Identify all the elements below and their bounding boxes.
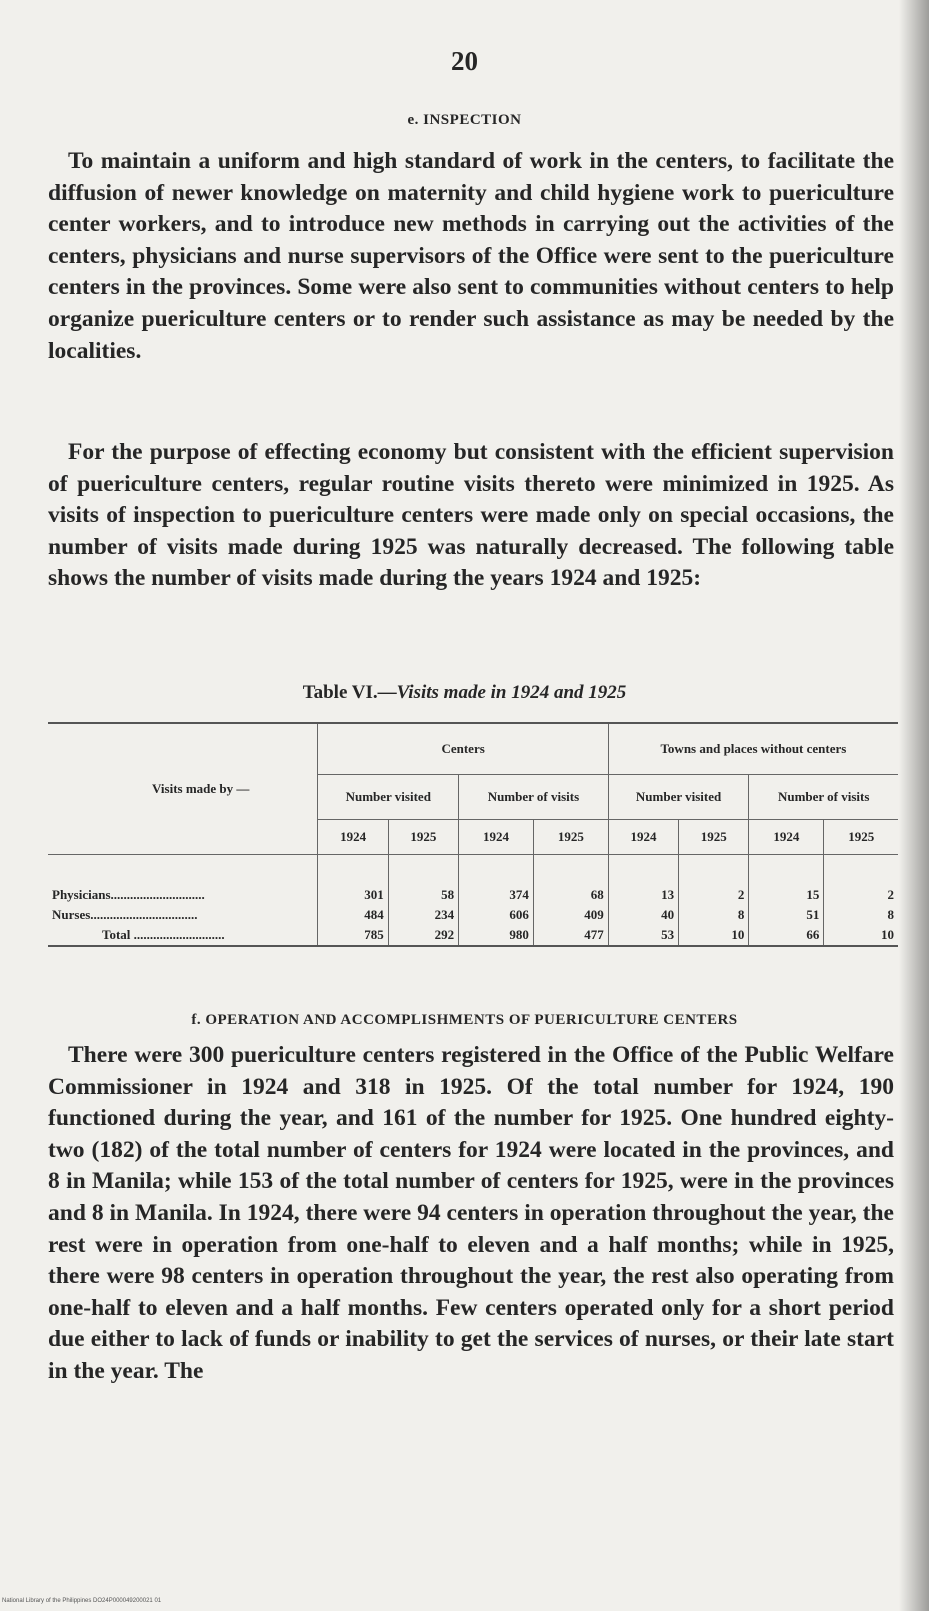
visits-table [48, 722, 898, 947]
row-label: Nurses................................. [52, 907, 198, 922]
paragraph-inspection-2: For the purpose of effecting economy but consistent with the efficient supervision of puericulture centers, regular routine visits thereto were minimized in 1925. As visits of inspection to puericulture centers were made only on special occasions, the number of visits made during 1925 was naturally decreased. The following table shows the number of visits made during the years 1924 and 1925: [48, 439, 894, 592]
table-cell: 40 [608, 905, 678, 925]
page-edge-shadow [899, 0, 929, 1611]
table-cell: 10 [679, 925, 749, 946]
table-cell: 785 [318, 925, 388, 946]
page-number: 20 [451, 46, 478, 76]
table-cell: 51 [749, 905, 824, 925]
table-cell: 10 [824, 925, 898, 946]
table-cell: 980 [459, 925, 534, 946]
table-title [0, 682, 929, 704]
paragraph-operation: There were 300 puericulture centers registered in the Office of the Public Welfare Commissioner in 1924 and 318 in 1925. Of the total number for 1924, 190 functioned during the year, and 161 of the number for 1925. One hundred eighty-two (182) of the total number of centers for 1924 were located in the provinces, and 8 in Manila; while 153 of the total number of centers for 1925, were in the provinces and 8 in Manila. In 1924, there were 94 centers in operation throughout the year, the rest were in operation from one-half to eleven and a half months; while in 1925, there were 98 centers in operation throughout the year, the rest also operating from one-half to eleven and a half months. Few centers operated only for a short period due either to lack of funds or inability to get the services of nurses, or their late start in the year. The [48, 1042, 894, 1384]
row-header: Visits made by — [48, 723, 318, 855]
table-cell: 13 [608, 885, 678, 905]
table-cell: 15 [749, 885, 824, 905]
table-cell: 66 [749, 925, 824, 946]
table-row-physicians [48, 885, 898, 905]
table-cell: 477 [533, 925, 608, 946]
year-header: 1924 [749, 820, 824, 855]
table-cell: 292 [388, 925, 458, 946]
year-header: 1925 [679, 820, 749, 855]
year-header: 1924 [318, 820, 388, 855]
year-header: 1925 [824, 820, 898, 855]
section-heading-inspection: e. INSPECTION [407, 112, 522, 128]
table-cell: 68 [533, 885, 608, 905]
row-label: Total ............................ [102, 927, 225, 942]
table-cell: 58 [388, 885, 458, 905]
table-cell: 8 [679, 905, 749, 925]
table-cell: 484 [318, 905, 388, 925]
table-title-prefix: Table VI.— [302, 682, 397, 703]
table-cell: 374 [459, 885, 534, 905]
paragraph-inspection-1: To maintain a uniform and high standard of work in the centers, to facilitate the diffusion of newer knowledge on maternity and child hygiene work to puericulture center workers, and to introduce new methods in carrying out the activities of the centers, physicians and nurse supervisors of the Office were sent to the puericulture centers in the provinces. Some were also sent to communities without centers to help organize puericulture centers or to render such assistance as may be needed by the localities. [48, 148, 894, 364]
footer-note: National Library of the Philippines DO24P000049200021 01 [2, 1598, 162, 1604]
table-cell: 53 [608, 925, 678, 946]
subheader-centers-number-of-visits: Number of visits [459, 775, 609, 820]
year-header: 1925 [388, 820, 458, 855]
table-title-caption: Visits made in 1924 and 1925 [396, 682, 627, 703]
subheader-centers-number-visited: Number visited [318, 775, 459, 820]
table-cell: 2 [679, 885, 749, 905]
table-row-total [48, 925, 898, 946]
table-cell: 606 [459, 905, 534, 925]
year-header: 1924 [608, 820, 678, 855]
group-header-towns: Towns and places without centers [608, 723, 898, 775]
year-header: 1924 [459, 820, 534, 855]
table-cell: 8 [824, 905, 898, 925]
table-cell: 301 [318, 885, 388, 905]
table-cell: 2 [824, 885, 898, 905]
row-label: Physicians............................. [52, 887, 205, 902]
table-cell: 234 [388, 905, 458, 925]
table-cell: 409 [533, 905, 608, 925]
year-header: 1925 [533, 820, 608, 855]
subheader-towns-number-visited: Number visited [608, 775, 749, 820]
section-heading-operation: f. OPERATION AND ACCOMPLISHMENTS OF PUERICULTURE CENTERS [191, 1012, 738, 1028]
table-row-nurses [48, 905, 898, 925]
subheader-towns-number-of-visits: Number of visits [749, 775, 898, 820]
group-header-centers: Centers [318, 723, 608, 775]
